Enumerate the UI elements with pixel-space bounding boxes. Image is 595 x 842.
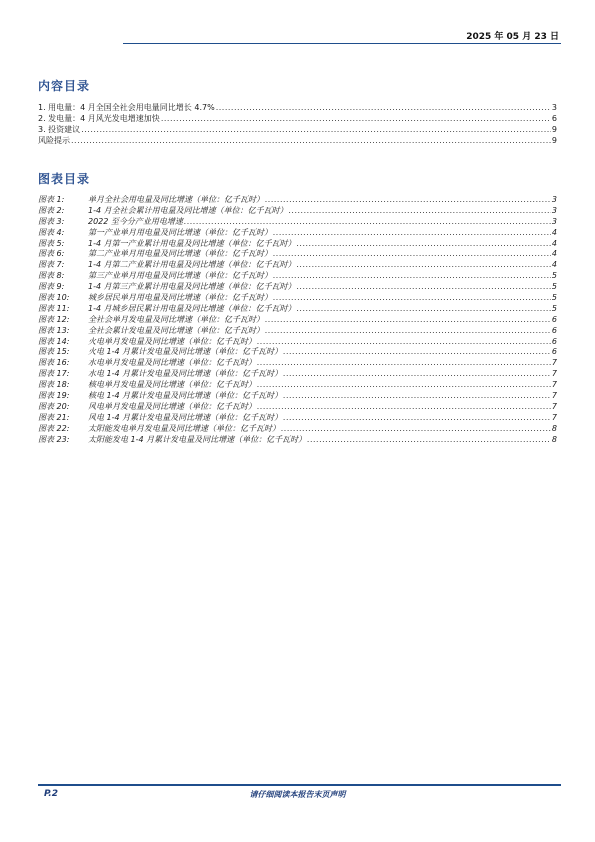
figure-leader-dots: [184, 217, 551, 228]
figure-entry-number: 图表 12:: [38, 314, 70, 324]
figure-entry-number: 图表 22:: [38, 423, 70, 433]
figure-entry-label: 水电单月发电量及同比增速（单位：亿千瓦时）: [88, 358, 256, 368]
figure-entry-text: [38, 369, 282, 380]
figure-entry[interactable]: [38, 424, 557, 435]
figure-entry-number: 图表 19:: [38, 391, 70, 401]
figure-entry-label: 2022 至今分产业用电增速: [88, 216, 183, 226]
figure-entry-page: 6: [551, 325, 557, 335]
figure-entry-page: 6: [551, 336, 557, 346]
footer-page-number: P.2: [44, 789, 58, 799]
figure-entry-page: 5: [551, 282, 557, 292]
figure-entry[interactable]: [38, 326, 557, 337]
figure-entry-label: 太阳能发电 1-4 月累计发电量及同比增速（单位：亿千瓦时）: [88, 434, 307, 444]
figure-entry[interactable]: [38, 249, 557, 260]
figure-entry[interactable]: [38, 304, 557, 315]
figure-entry-number: 图表 5:: [38, 238, 65, 248]
figure-entry-label: 1-4 月第三产业累计用电量及同比增速（单位：亿千瓦时）: [88, 282, 296, 292]
figure-entry-text: [38, 391, 282, 402]
figure-entry-label: 城乡居民单月用电量及同比增速（单位：亿千瓦时）: [88, 293, 272, 303]
figure-entry[interactable]: [38, 369, 557, 380]
figure-entry-text: [38, 206, 288, 217]
toc-entry-page: 3: [551, 103, 557, 112]
figure-entry-page: 6: [551, 314, 557, 324]
figure-entry-number: 图表 3:: [38, 216, 65, 226]
figure-entry-label: 第三产业单月用电量及同比增速（单位：亿千瓦时）: [88, 271, 272, 281]
figure-leader-dots: [265, 195, 551, 206]
figure-entry[interactable]: [38, 391, 557, 402]
figure-entry-text: [38, 249, 272, 260]
figure-entry-number: 图表 1:: [38, 195, 65, 204]
figure-entry-page: 7: [551, 401, 557, 411]
figure-leader-dots: [273, 228, 551, 239]
figure-entry-label: 核电 1-4 月累计发电量及同比增速（单位：亿千瓦时）: [88, 391, 283, 401]
figure-leader-dots: [283, 369, 551, 380]
figure-entry-text: [38, 217, 183, 228]
figure-entry-number: 图表 6:: [38, 249, 65, 259]
figure-entry-number: 图表 14:: [38, 336, 70, 346]
figure-entry-text: [38, 337, 256, 348]
figure-entry-label: 1-4 月第二产业累计用电量及同比增速（单位：亿千瓦时）: [88, 260, 296, 270]
figure-entry-page: 7: [551, 391, 557, 401]
toc-leader-dots: [81, 125, 551, 136]
figure-entry-page: 7: [551, 380, 557, 390]
figure-entry-page: 7: [551, 369, 557, 379]
figure-entry[interactable]: [38, 435, 557, 446]
toc-title: 内容目录: [38, 79, 91, 93]
figure-entry-text: [38, 435, 306, 446]
figure-entry-label: 1-4 月第一产业累计用电量及同比增速（单位：亿千瓦时）: [88, 238, 296, 248]
figure-entry-text: [38, 402, 256, 413]
figure-entry-number: 图表 17:: [38, 369, 70, 379]
toc-entry-label: 2. 发电量：4 月风光发电增速加快: [38, 113, 160, 123]
toc-entry-page: 9: [551, 135, 557, 145]
toc-leader-dots: [216, 103, 551, 114]
figures-list: [38, 195, 557, 445]
figure-leader-dots: [273, 249, 551, 260]
toc-entry[interactable]: [38, 125, 557, 136]
figure-entry[interactable]: [38, 217, 557, 228]
figure-entry-text: [38, 195, 264, 206]
toc-entry-label: 风险提示: [38, 135, 70, 145]
figure-entry-text: [38, 239, 296, 250]
toc-entry-label: 3. 投资建议: [38, 124, 81, 134]
figure-leader-dots: [307, 435, 551, 446]
figure-entry-page: 4: [551, 249, 557, 259]
figure-leader-dots: [273, 293, 551, 304]
figure-entry-label: 单月全社会用电量及同比增速（单位：亿千瓦时）: [88, 195, 264, 204]
figure-entry-label: 核电单月发电量及同比增速（单位：亿千瓦时）: [88, 380, 256, 390]
figure-entry[interactable]: [38, 402, 557, 413]
figure-entry-number: 图表 8:: [38, 271, 65, 281]
figure-entry-number: 图表 16:: [38, 358, 70, 368]
figure-entry-number: 图表 9:: [38, 282, 65, 292]
figure-entry-text: [38, 228, 272, 239]
figure-leader-dots: [289, 206, 551, 217]
figure-entry-label: 1-4 月城乡居民累计用电量及同比增速（单位：亿千瓦时）: [88, 303, 296, 313]
figure-leader-dots: [283, 413, 551, 424]
figure-entry-text: [38, 424, 280, 435]
figure-entry-number: 图表 21:: [38, 412, 70, 422]
figure-entry[interactable]: [38, 228, 557, 239]
figure-entry[interactable]: [38, 413, 557, 424]
figure-leader-dots: [273, 271, 551, 282]
figure-entry-page: 8: [551, 423, 557, 433]
figure-entry-page: 4: [551, 260, 557, 270]
figure-entry-text: [38, 293, 272, 304]
figure-entry-page: 3: [551, 216, 557, 226]
figure-entry-number: 图表 11:: [38, 303, 70, 313]
figure-entry-number: 图表 2:: [38, 205, 65, 215]
figure-entry[interactable]: [38, 195, 557, 206]
figure-leader-dots: [257, 337, 551, 348]
figure-entry[interactable]: [38, 260, 557, 271]
figure-entry-number: 图表 7:: [38, 260, 65, 270]
figure-entry[interactable]: [38, 337, 557, 348]
figure-entry-label: 全社会单月发电量及同比增速（单位：亿千瓦时）: [88, 314, 264, 324]
figure-entry-label: 第二产业单月用电量及同比增速（单位：亿千瓦时）: [88, 249, 272, 259]
toc-entry-page: 6: [551, 113, 557, 123]
figure-entry[interactable]: [38, 380, 557, 391]
figure-entry-page: 4: [551, 238, 557, 248]
figure-entry-label: 风电单月发电量及同比增速（单位：亿千瓦时）: [88, 401, 256, 411]
figure-entry-text: [38, 282, 296, 293]
figure-entry-page: 5: [551, 271, 557, 281]
figure-entry-number: 图表 4:: [38, 227, 65, 237]
figure-entry-text: [38, 380, 256, 391]
figure-entry-label: 风电 1-4 月累计发电量及同比增速（单位：亿千瓦时）: [88, 412, 283, 422]
figure-entry[interactable]: [38, 358, 557, 369]
figure-leader-dots: [297, 260, 551, 271]
toc-list: [38, 103, 557, 147]
figure-entry-page: 5: [551, 293, 557, 303]
figure-entry-page: 5: [551, 303, 557, 313]
figure-entry-number: 图表 23:: [38, 434, 70, 444]
figure-entry-label: 火电 1-4 月累计发电量及同比增速（单位：亿千瓦时）: [88, 347, 283, 357]
figures-title: 图表目录: [38, 172, 91, 186]
figure-entry-text: [38, 326, 264, 337]
figure-leader-dots: [265, 326, 551, 337]
figure-leader-dots: [283, 391, 551, 402]
toc-entry-page: 9: [551, 124, 557, 134]
figure-entry-text: [38, 271, 272, 282]
figure-entry-text: [38, 260, 296, 271]
figure-entry-page: 3: [551, 195, 557, 204]
figure-entry[interactable]: [38, 282, 557, 293]
figure-entry-label: 太阳能发电单月发电量及同比增速（单位：亿千瓦时）: [88, 423, 280, 433]
toc-entry[interactable]: [38, 136, 557, 147]
figure-entry-label: 火电单月发电量及同比增速（单位：亿千瓦时）: [88, 336, 256, 346]
figure-leader-dots: [281, 424, 551, 435]
figure-leader-dots: [297, 304, 551, 315]
figure-leader-dots: [297, 239, 551, 250]
figure-entry-number: 图表 10:: [38, 293, 70, 303]
figure-entry[interactable]: [38, 239, 557, 250]
figure-entry-text: [38, 315, 264, 326]
figure-entry-number: 图表 20:: [38, 401, 70, 411]
figure-entry[interactable]: [38, 315, 557, 326]
figure-leader-dots: [257, 380, 551, 391]
figure-leader-dots: [283, 347, 551, 358]
figure-entry-page: 7: [551, 358, 557, 368]
figure-entry-label: 全社会累计发电量及同比增速（单位：亿千瓦时）: [88, 325, 264, 335]
figure-entry-page: 3: [551, 205, 557, 215]
figure-entry-page: 4: [551, 227, 557, 237]
figure-entry[interactable]: [38, 293, 557, 304]
figure-entry-label: 1-4 月全社会累计用电量及同比增速（单位：亿千瓦时）: [88, 205, 288, 215]
figure-entry[interactable]: [38, 347, 557, 358]
figure-entry-number: 图表 15:: [38, 347, 70, 357]
figure-entry-label: 水电 1-4 月累计发电量及同比增速（单位：亿千瓦时）: [88, 369, 283, 379]
toc-leader-dots: [161, 114, 551, 125]
header-rule: [123, 43, 561, 44]
figure-entry-text: [38, 358, 256, 369]
figure-leader-dots: [265, 315, 551, 326]
toc-leader-dots: [71, 136, 551, 147]
footer-disclaimer: 请仔细阅读本报告末页声明: [249, 790, 346, 799]
figure-entry-number: 图表 18:: [38, 380, 70, 390]
toc-entry[interactable]: [38, 103, 557, 114]
figure-entry-text: [38, 347, 282, 358]
figure-entry-page: 8: [551, 434, 557, 444]
figure-entry-text: [38, 304, 296, 315]
figure-entry-page: 6: [551, 347, 557, 357]
header-date: 2025 年 05 月 23 日: [466, 32, 559, 42]
figure-entry-label: 第一产业单月用电量及同比增速（单位：亿千瓦时）: [88, 227, 272, 237]
figure-entry[interactable]: [38, 206, 557, 217]
toc-entry-label: 1. 用电量：4 月全国全社会用电量同比增长 4.7%: [38, 103, 215, 112]
toc-entry[interactable]: [38, 114, 557, 125]
figure-leader-dots: [257, 402, 551, 413]
figure-leader-dots: [297, 282, 551, 293]
figure-entry-text: [38, 413, 282, 424]
figure-entry[interactable]: [38, 271, 557, 282]
figure-leader-dots: [257, 358, 551, 369]
figure-entry-page: 7: [551, 412, 557, 422]
figure-entry-number: 图表 13:: [38, 325, 70, 335]
footer-rule: [38, 784, 561, 786]
